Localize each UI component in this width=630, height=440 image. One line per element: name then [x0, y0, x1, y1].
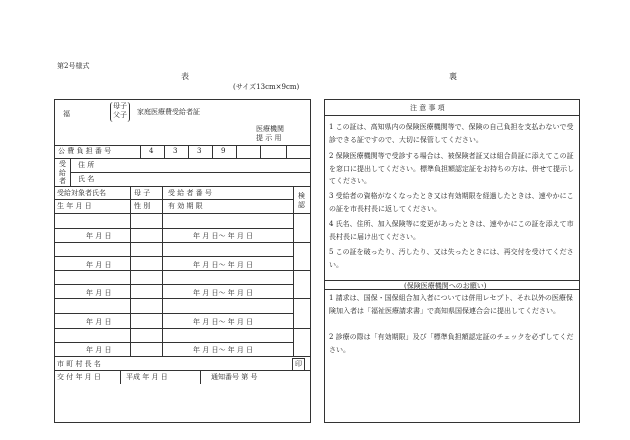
- birth-date: 年 月 日: [86, 318, 112, 326]
- rule: [54, 228, 293, 229]
- rule: [54, 328, 311, 329]
- note-item: 3 受給者の資格がなくなったとき又は有効期限を経過したときは、速やかにこの証を市長村長に返してください。: [329, 192, 574, 213]
- payer-digit: 3: [197, 147, 202, 155]
- mayor-name-label: 市 町 村 長 名: [57, 360, 101, 368]
- notification-number: 通知番号 第 号: [211, 373, 258, 381]
- rule: [54, 284, 293, 285]
- note-item: 2 保険医療機関等で受診する場合は、被保険者証又は組合員証に添えてこの証を窓口に提出してください。標準負担額認定証をお持ちの方は、併せて提示してください。: [329, 152, 574, 186]
- rule: [54, 158, 311, 159]
- validity-range: 年 月 日～ 年 月 日: [193, 289, 254, 297]
- rule: [54, 186, 311, 187]
- rule: [54, 370, 311, 371]
- rule: [54, 242, 311, 243]
- back-side-label: 裏: [449, 72, 457, 81]
- bracket-mother-father: [110, 102, 130, 122]
- birth-date: 年 月 日: [86, 289, 112, 297]
- rule: [54, 356, 311, 357]
- rule: [54, 145, 311, 146]
- rule: [120, 370, 121, 384]
- size-note: (サイズ13cm×9cm): [233, 83, 300, 91]
- address-label: 住 所: [78, 161, 95, 169]
- rule: [130, 186, 131, 356]
- rule: [293, 186, 294, 356]
- issue-date-label: 交 付 年 月 日: [57, 373, 101, 381]
- birth-date: 年 月 日: [86, 346, 112, 354]
- rule: [54, 270, 311, 271]
- issue-date: 平成 年 月 日: [126, 373, 168, 381]
- rule: [162, 186, 163, 356]
- rule: [324, 280, 580, 281]
- notes-header: 注 意 事 項: [410, 104, 445, 112]
- rule: [286, 145, 287, 158]
- validity-label: 有 効 期 限: [168, 202, 203, 210]
- card-title: 家庭医療費受給者証: [137, 108, 200, 116]
- title-prefix: 福: [63, 110, 70, 118]
- subject-name-label: 受給対象者氏名: [57, 189, 106, 197]
- bracket-top-text: 母子: [113, 102, 127, 110]
- validity-range: 年 月 日～ 年 月 日: [193, 318, 254, 326]
- validity-range: 年 月 日～ 年 月 日: [193, 261, 254, 269]
- note-item: 4 氏名、住所、加入保険等に変更があったときは、速やかにこの証を添えて市長村長に届け出てください。: [329, 220, 574, 241]
- front-side-label: 表: [181, 72, 189, 81]
- name-label: 氏 名: [78, 175, 95, 183]
- validity-range: 年 月 日～ 年 月 日: [193, 232, 254, 240]
- validity-range: 年 月 日～ 年 月 日: [193, 346, 254, 354]
- rule: [70, 172, 311, 173]
- rule: [188, 145, 189, 158]
- gender-label: 性 別: [134, 202, 151, 210]
- request-header: (保険医療機関へのお願い): [404, 282, 487, 290]
- request-item: 2 診療の際は「有効期限」及び「標準負担額認定証のチェックを必ずしてください。: [329, 333, 574, 354]
- rule: [260, 145, 261, 158]
- birth-date: 年 月 日: [86, 261, 112, 269]
- rule: [54, 313, 293, 314]
- presented-label: 提 示 用: [256, 134, 282, 142]
- payer-digit: 9: [221, 147, 226, 155]
- rule: [54, 298, 311, 299]
- form-number: 第2号様式: [57, 62, 90, 70]
- rule: [236, 145, 237, 158]
- rule: [164, 145, 165, 158]
- rule: [212, 145, 213, 158]
- recipient-number-label: 受 給 者 番 号: [168, 189, 212, 197]
- rule: [54, 213, 311, 214]
- rule: [54, 256, 293, 257]
- rule: [70, 158, 71, 186]
- payer-digit: 3: [173, 147, 178, 155]
- rule: [324, 115, 580, 116]
- rule: [200, 370, 201, 384]
- note-item: 5 この証を破ったり、汚したり、又は失ったときには、再交付を受けてください。: [329, 248, 574, 269]
- inspection-label: 検認: [298, 192, 305, 209]
- bracket-bottom-text: 父子: [113, 111, 127, 119]
- seal-mark: 印: [292, 358, 305, 371]
- request-item: 1 請求は、国保・国保組合加入者については併用レセプト、それ以外の医療保険加入者は「福祉医療請求書」で高知県国保連合会に提出してください。: [329, 294, 573, 315]
- rule: [54, 342, 293, 343]
- institution-label: 医療機関: [256, 125, 284, 133]
- relation-label: 母 子: [134, 189, 151, 197]
- note-item: 1 この証は、高知県内の保険医療機関等で、保険の自己負担を支払わないで受診できる証ですので、大切に保管してください。: [329, 123, 574, 144]
- birth-date: 年 月 日: [86, 232, 112, 240]
- payer-digit: 4: [149, 147, 154, 155]
- rule: [54, 199, 293, 200]
- payer-number-label: 公 費 負 担 番 号: [58, 147, 112, 155]
- recipient-label: 受給者: [59, 160, 66, 185]
- birthdate-label: 生 年 月 日: [57, 202, 92, 210]
- rule: [140, 145, 141, 158]
